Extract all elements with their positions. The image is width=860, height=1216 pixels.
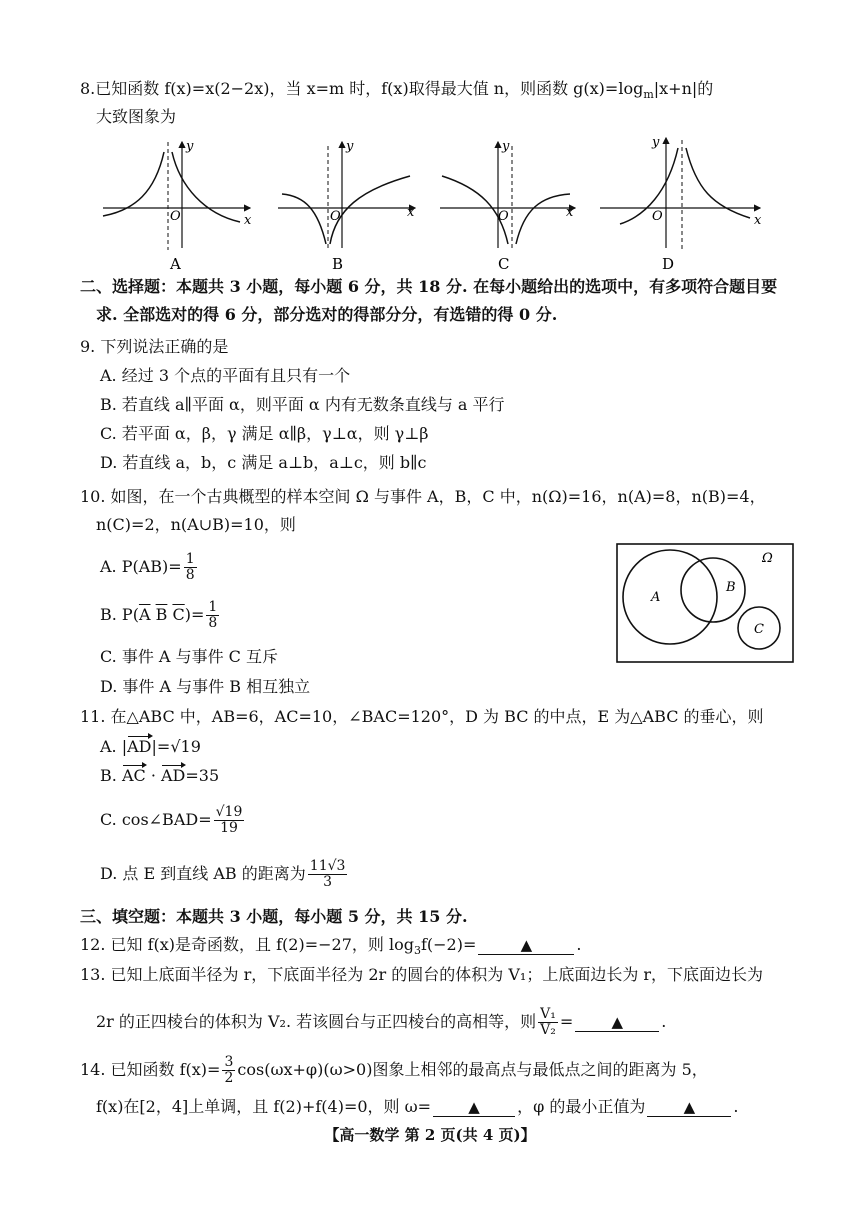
q11-d-num: 11√3: [309, 858, 346, 874]
q11-b-vec2: AD: [161, 766, 186, 785]
q11-option-a: [100, 736, 201, 758]
graph-b-origin: O: [330, 209, 341, 224]
q8-text-b: |x+n|的: [653, 79, 714, 98]
q10-a-frac: [184, 552, 197, 583]
q11-b-dot: ·: [145, 766, 161, 785]
graph-c-origin: O: [498, 209, 509, 224]
q8-line2: 大致图象为: [96, 107, 177, 126]
q11-option-c: [100, 802, 246, 838]
q14-den: 2: [224, 1070, 234, 1086]
q12-pre: 12. 已知 f(x)是奇函数，且 f(2)=−27，则 log: [80, 935, 414, 954]
q13-text: 2r 的正四棱台的体积为 V₂. 若该圆台与正四棱台的高相等，则: [96, 1012, 537, 1031]
graph-label-d: D: [662, 255, 675, 272]
q10-b-frac: [206, 600, 219, 631]
q13-frac: [538, 1007, 558, 1038]
q10-line2: n(C)=2，n(A∪B)=10，则: [96, 515, 296, 534]
q11-a-post: |=√19: [151, 737, 201, 756]
graph-d-x: x: [754, 213, 762, 228]
q8-number: 8.: [80, 79, 96, 98]
q11-b-vec1: AC: [121, 766, 146, 785]
graph-label-c: C: [498, 255, 510, 272]
q11-a-pre: A. |: [100, 737, 128, 756]
q11-d-frac: [308, 859, 348, 890]
q12-post: f(−2)=: [420, 935, 477, 954]
q11-b-pre: B.: [100, 766, 122, 785]
graph-d-y: y: [652, 135, 660, 150]
q13-line1: 13. 已知上底面半径为 r，下底面半径为 2r 的圆台的体积为 V₁；上底面边长为 r，下底面边长为: [80, 965, 764, 984]
q10-option-a: [100, 550, 199, 584]
graph-d: [600, 135, 762, 250]
q10-option-b: [100, 598, 221, 632]
q9-option-c: C. 若平面 α，β，γ 满足 α∥β，γ⊥α，则 γ⊥β: [100, 424, 429, 443]
q14-end: .: [733, 1097, 739, 1116]
q8-graphs: [0, 132, 860, 272]
q10-a-text: A. P(AB)=: [100, 557, 182, 576]
graph-a-origin: O: [170, 209, 181, 224]
section3-title: 三、填空题：本题共 3 小题，每小题 5 分，共 15 分.: [80, 907, 468, 926]
q10-b-text: B. P(: [100, 605, 139, 624]
q11-d-pre: D. 点 E 到直线 AB 的距离为: [100, 864, 306, 883]
q12-answer-blank[interactable]: ▲: [478, 936, 574, 955]
graph-d-origin: O: [652, 209, 663, 224]
q10-a-num: 1: [185, 551, 195, 567]
graph-b: [278, 139, 415, 250]
venn-b: B: [726, 580, 736, 595]
graph-a-y: y: [186, 139, 194, 154]
q14-line2-mid: ，φ 的最小正值为: [517, 1097, 646, 1116]
q8-text: 已知函数 f(x)=x(2−2x)，当 x=m 时，f(x)取得最大值 n，则函数 g(x)=log: [95, 79, 644, 98]
q14-line1: [80, 1052, 708, 1088]
q8-log-base: m: [643, 88, 654, 102]
q11-c-frac: [214, 805, 245, 836]
q14-line2: [96, 1096, 738, 1118]
q11-d-den: 3: [323, 874, 333, 890]
q10-b-bar-c: $\overline{C}$: [172, 605, 185, 624]
q14-num: 3: [224, 1054, 234, 1070]
section2-line1: 二、选择题：本题共 3 小题，每小题 6 分，共 18 分. 在每小题给出的选项中，有多项符合题目要: [80, 277, 778, 296]
q9-stem: 9. 下列说法正确的是: [80, 337, 229, 356]
q10-a-den: 8: [185, 567, 195, 583]
q14-pre: 14. 已知函数 f(x)=: [80, 1060, 221, 1079]
q13-eq: =: [559, 1012, 574, 1031]
q14-phi-blank[interactable]: ▲: [647, 1098, 731, 1117]
q13-end: .: [661, 1012, 667, 1031]
q10-b-bar-b: $\overline{B}$: [155, 605, 168, 624]
q11-line1: 11. 在△ABC 中，AB=6，AC=10，∠BAC=120°，D 为 BC 的中点，E 为△ABC 的垂心，则: [80, 707, 764, 726]
q9-option-d: D. 若直线 a，b，c 满足 a⊥b，a⊥c，则 b∥c: [100, 453, 427, 472]
graph-label-b: B: [332, 255, 344, 272]
venn-diagram: [616, 543, 796, 665]
q14-omega-blank[interactable]: ▲: [433, 1098, 515, 1117]
q10-option-c: C. 事件 A 与事件 C 互斥: [100, 647, 278, 666]
q13-num: V₁: [540, 1006, 556, 1022]
q10-b-eq: )=: [184, 605, 205, 624]
graph-c-y: y: [502, 139, 510, 154]
q11-option-d: [100, 856, 349, 892]
q12: [80, 934, 581, 962]
venn-a: A: [651, 590, 661, 605]
q11-c-den: 19: [220, 820, 238, 836]
q11-a-vec: AD: [127, 737, 152, 756]
q14-post: cos(ωx+φ)(ω>0)图象上相邻的最高点与最低点之间的距离为 5，: [237, 1060, 708, 1079]
q10-b-num: 1: [208, 599, 218, 615]
q13-den: V₂: [540, 1022, 556, 1038]
q10-option-d: D. 事件 A 与事件 B 相互独立: [100, 677, 311, 696]
q10-b-bar-a: $\overline{A}$: [138, 605, 151, 624]
q8-line1: [80, 78, 713, 106]
q9-option-a: A. 经过 3 个点的平面有且只有一个: [100, 366, 351, 385]
graph-c: [440, 139, 575, 250]
graph-b-y: y: [346, 139, 354, 154]
q13-line2: [96, 1004, 666, 1040]
graph-a: [103, 139, 252, 250]
q9-option-b: B. 若直线 a∥平面 α，则平面 α 内有无数条直线与 a 平行: [100, 395, 505, 414]
venn-omega: Ω: [762, 551, 773, 566]
graph-b-x: x: [407, 205, 415, 220]
page-footer: 【高一数学 第 2 页(共 4 页)】: [324, 1126, 536, 1144]
q12-sub: 3: [413, 944, 421, 958]
q11-c-pre: C. cos∠BAD=: [100, 810, 212, 829]
graph-label-a: A: [170, 255, 181, 272]
q12-end: .: [576, 935, 582, 954]
section2-line2: 求. 全部选对的得 6 分，部分选对的得部分分，有选错的得 0 分.: [96, 305, 558, 324]
q11-option-b: [100, 765, 219, 787]
q13-answer-blank[interactable]: ▲: [575, 1013, 659, 1032]
q14-frac: [222, 1055, 235, 1086]
q10-line1: 10. 如图，在一个古典概型的样本空间 Ω 与事件 A，B，C 中，n(Ω)=16，n(A)=8，n(B)=4，: [80, 487, 766, 506]
q10-b-den: 8: [208, 615, 218, 631]
graph-a-x: x: [244, 213, 252, 228]
q11-b-post: =35: [185, 766, 220, 785]
q14-line2-pre: f(x)在[2，4]上单调，且 f(2)+f(4)=0，则 ω=: [96, 1097, 432, 1116]
graph-c-x: x: [566, 205, 574, 220]
venn-c: C: [754, 622, 764, 637]
q11-c-num: √19: [215, 804, 243, 820]
